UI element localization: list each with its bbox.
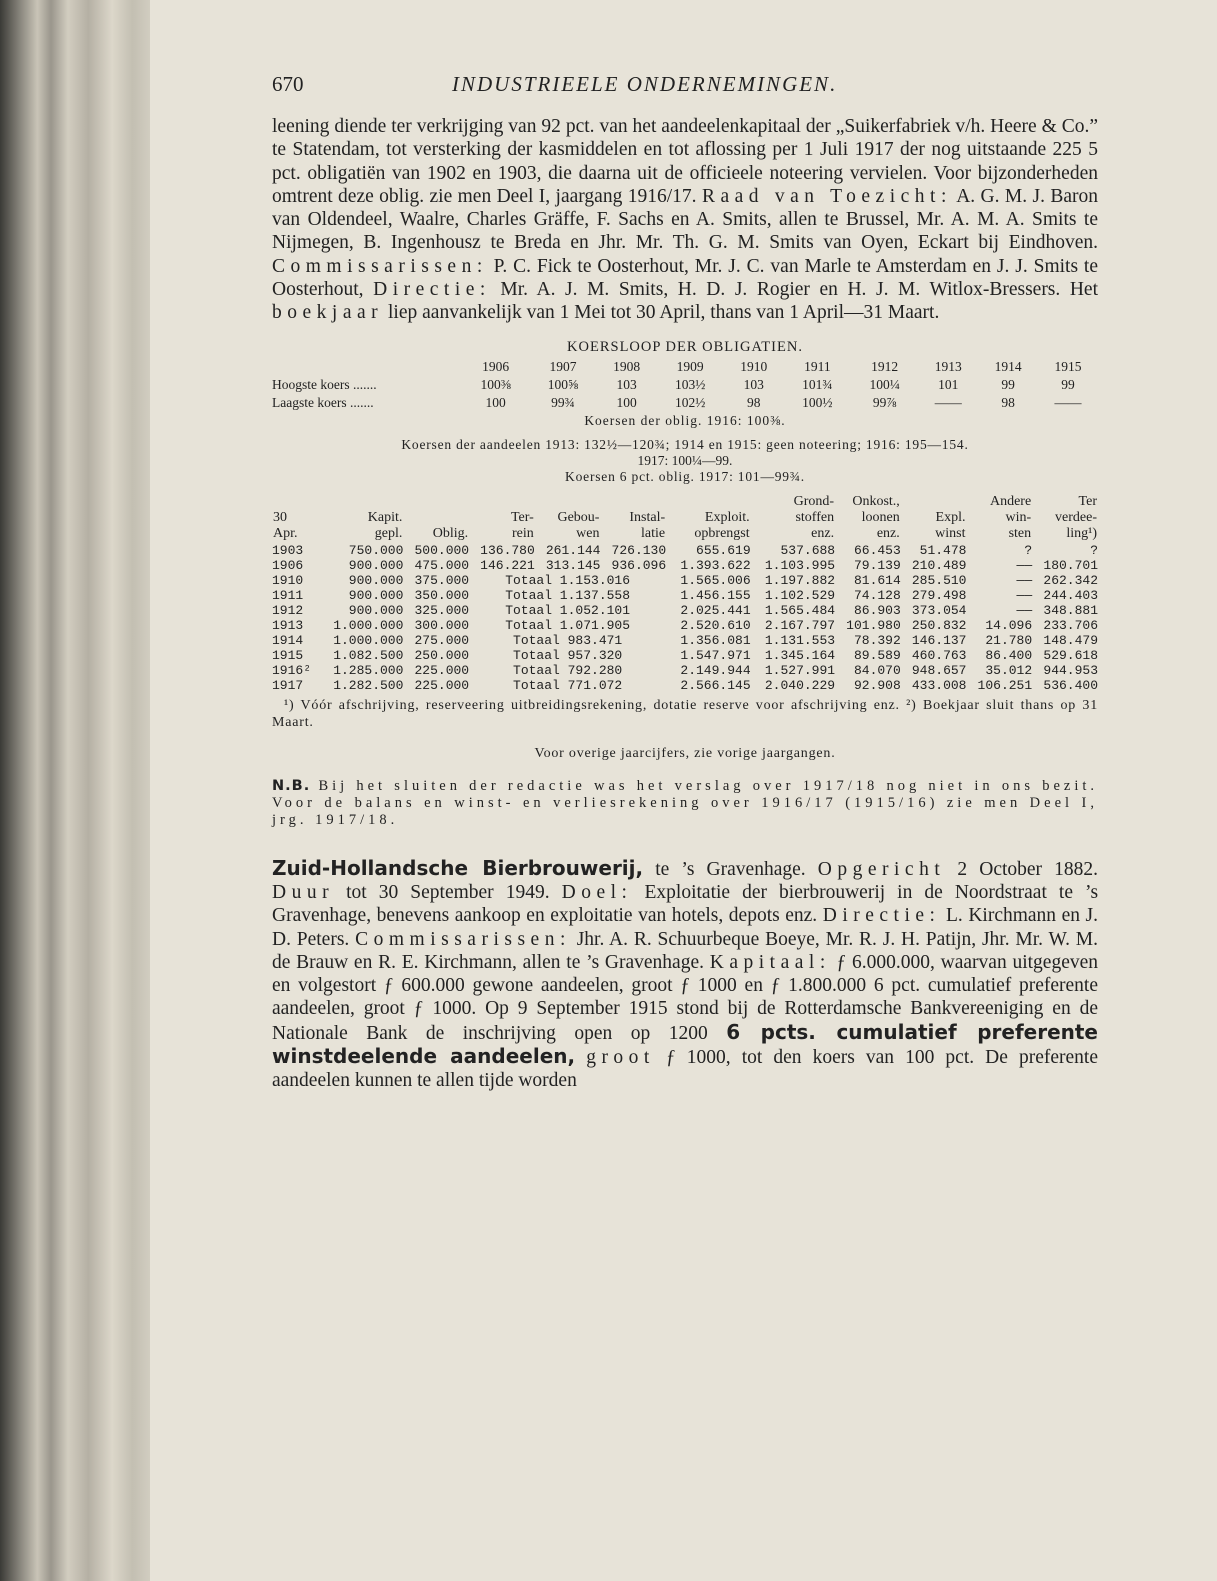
row-label: Hoogste koers ....... (272, 376, 377, 392)
table-cell: 233.706 (1043, 617, 1098, 633)
book-binding (0, 0, 170, 1581)
koers-row (272, 394, 1098, 412)
table-cell: —— (1016, 557, 1033, 573)
table-cell: Totaal 1.153.016 (505, 572, 631, 588)
table-cell: 244.403 (1043, 587, 1098, 603)
koers-value: 100⅜ (480, 376, 511, 392)
table-cell: 21.780 (985, 632, 1033, 648)
year-header: 1907 (549, 358, 577, 374)
table-cell: 529.618 (1043, 647, 1098, 663)
text-segment: ƒ 1000, tot den koers van 100 pct. De preferente aandeelen kunnen te allen tijde worden (272, 1047, 1099, 1092)
table-cell: Totaal 983.471 (513, 632, 623, 648)
table-cell: 35.012 (985, 662, 1033, 678)
nb-label: N.B. (272, 777, 311, 794)
table-cell: 1910 (272, 572, 304, 588)
year-header: 1915 (1054, 358, 1082, 374)
koers-value: 98 (1001, 394, 1015, 410)
table-cell: 1915 (272, 647, 304, 663)
column-header: Grond- stoffen enz. (793, 493, 835, 541)
table-cell: 1.565.484 (764, 602, 836, 618)
table-cell: Totaal 792.280 (513, 662, 623, 678)
column-header: Ter verdee- ling¹) (1055, 493, 1097, 541)
table-cell: —— (1016, 602, 1033, 618)
koers-value: 103 (743, 376, 764, 392)
table-row (272, 633, 1098, 648)
koersloop-table (272, 358, 1098, 412)
table-cell: 81.614 (853, 572, 901, 588)
column-header: Oblig. (432, 525, 469, 541)
year-header: 1912 (871, 358, 899, 374)
table-cell: 900.000 (348, 557, 404, 573)
table-cell: 1.345.164 (764, 647, 836, 663)
table-row (272, 603, 1098, 618)
table-cell: 210.489 (911, 557, 967, 573)
table-cell: 136.780 (480, 542, 535, 558)
table-cell: 726.130 (611, 542, 667, 558)
table-cell: 78.392 (853, 632, 901, 648)
koers-value: 103½ (674, 376, 706, 392)
table-row (272, 648, 1098, 663)
table-cell: Totaal 1.071.905 (505, 617, 631, 633)
koers-value: 98 (747, 394, 761, 410)
table-cell: Totaal 771.072 (513, 677, 623, 693)
table-cell: Totaal 1.137.558 (505, 587, 631, 603)
table-cell: 1911 (272, 587, 304, 603)
table-cell: 1.456.155 (680, 587, 751, 603)
table-cell: 1.000.000 (333, 632, 404, 648)
koers-note-1916: Koersen der oblig. 1916: 100⅜. (584, 412, 786, 428)
koers-value: 99 (1061, 376, 1075, 392)
paragraph-company-details (272, 115, 1098, 325)
table-cell: 1.103.995 (764, 557, 836, 573)
table-cell: 655.619 (696, 542, 751, 558)
table-cell: 285.510 (911, 572, 967, 588)
table-cell: 1917 (272, 677, 304, 693)
table-cell: 433.008 (911, 677, 967, 693)
year-header: 1908 (613, 358, 641, 374)
text-segment: Exploitatie der bierbrouwerij in de Noordstraat te ’s Gravenhage, benevens aankoop en exploitatie van hotels, depots enz. (272, 881, 1099, 927)
table-cell: 275.000 (414, 632, 470, 648)
text-segment: liep aanvankelijk van 1 Mei tot 30 April, thans van 1 April—31 Maart. (388, 302, 940, 324)
table-cell: 325.000 (414, 602, 470, 618)
paragraph-zuid-hollandsche (272, 857, 1098, 1093)
column-header: Instal- latie (629, 509, 666, 541)
table-cell: 89.589 (853, 647, 901, 663)
table-cell: 1.547.971 (680, 647, 751, 663)
table-cell: 475.000 (414, 557, 470, 573)
table-row (272, 663, 1098, 678)
table-cell: 1.356.081 (680, 632, 751, 648)
koers-note-aandeelen: Koersen der aandeelen 1913: 132½—120¾; 1914 en 1915: geen noteering; 1916: 195—154. (401, 436, 969, 452)
koers-value: 102½ (674, 394, 706, 410)
table-cell: 74.128 (853, 587, 901, 603)
label-opgericht: Opgericht (817, 858, 946, 880)
label-boekjaar: boekjaar (272, 302, 384, 324)
table-row (272, 573, 1098, 588)
year-header: 1910 (740, 358, 768, 374)
label-commissarissen: Commissarissen: (355, 928, 571, 950)
koers-value: 101 (938, 376, 959, 392)
koers-value: 100½ (802, 394, 833, 410)
bold-shares-text: 6 pcts. cumulatief preferente winstdeelende aandeelen, (272, 1019, 1098, 1069)
table-cell: 225.000 (414, 662, 470, 678)
table-cell: 375.000 (414, 572, 470, 588)
table-cell: 1.102.529 (764, 587, 836, 603)
company-name: Zuid-Hollandsche Bierbrouwerij, (272, 855, 644, 880)
koers-note-1917: 1917: 100¼—99. (637, 452, 733, 468)
year-header: 1909 (676, 358, 704, 374)
label-directie: Directie: (373, 279, 491, 301)
column-header: Gebou- wen (557, 509, 600, 541)
table-cell: 900.000 (348, 587, 404, 603)
table-cell: 1.000.000 (333, 617, 404, 633)
table-cell: 900.000 (348, 572, 404, 588)
table-cell: 1.393.622 (680, 557, 751, 573)
table-cell: 373.054 (911, 602, 967, 618)
table-cell: Totaal 957.320 (513, 647, 623, 663)
table-cell: —— (1016, 572, 1033, 588)
label-groot: groot (586, 1047, 655, 1069)
page-header (272, 72, 1098, 97)
table-cell: 2.566.145 (680, 677, 751, 693)
column-header: Kapit. gepl. (367, 509, 403, 541)
table-cell: 944.953 (1043, 662, 1098, 678)
label-doel: Doel: (561, 881, 633, 903)
text-segment: leening diende ter verkrijging van 92 pct. van het aandeelenkapitaal der „Suikerfabriek v/h. Heere & Co.” te Statendam, tot versterking der kasmiddelen en tot aflossing per 1 Juli 1917 der nog uitstaande 225 5 pct. obligatiën van 1902 en 1903, die daarna uit de officieele noteering vervielen. Voor bijzonderheden omtrent deze oblig. zie men Deel I, jaargang 1916/17. (272, 116, 1098, 207)
table-cell: 84.070 (853, 662, 901, 678)
table-cell: 106.251 (977, 677, 1033, 693)
table-row (272, 588, 1098, 603)
table-cell: 2.520.610 (680, 617, 751, 633)
table-cell: 948.657 (911, 662, 967, 678)
table-cell: 146.137 (911, 632, 967, 648)
koers-value: 99 (1001, 376, 1015, 392)
table-cell: 936.096 (611, 557, 667, 573)
table-row (272, 558, 1098, 573)
table-cell: 148.479 (1043, 632, 1098, 648)
text-segment: P. C. Fick te Oosterhout, Mr. J. C. van Marle te Amsterdam en J. J. Smits te Oosterhout, (272, 255, 1099, 301)
running-title: INDUSTRIEELE ONDERNEMINGEN. (452, 72, 838, 96)
text-segment: tot 30 September 1949. (346, 881, 550, 903)
table-cell: ? (1024, 542, 1033, 558)
page-number: 670 (272, 72, 304, 96)
table-cell: 1.082.500 (333, 647, 404, 663)
koers-value: 100⅝ (547, 376, 579, 392)
table-cell: 1.565.006 (680, 572, 751, 588)
koers-value: 100 (485, 394, 506, 410)
column-header: Expl. winst (935, 509, 966, 541)
text-segment: te ’s Gravenhage. (655, 858, 806, 880)
table-cell: 250.832 (911, 617, 967, 633)
table-cell: 1906 (272, 557, 304, 573)
table-cell: 66.453 (853, 542, 901, 558)
column-header: Ter- rein (510, 509, 534, 541)
table-cell: 1.527.991 (764, 662, 836, 678)
table-cell: 86.400 (985, 647, 1033, 663)
koers-value: 99¾ (551, 394, 575, 410)
table-row (272, 678, 1098, 693)
label-directie: Directie: (822, 905, 941, 927)
koers-value: 99⅞ (872, 394, 897, 410)
financial-footnote: ¹) Vóór afschrijving, reserveering uitbreidingsrekening, dotatie reserve voor afschrijving enz. ²) Boekjaar sluit thans op 31 Maart. (272, 697, 1098, 730)
table-cell: 537.688 (780, 542, 836, 558)
text-segment: ƒ 6.000.000, waarvan uitgegeven en volgestort ƒ 600.000 gewone aandeelen, groot ƒ 1000 en ƒ 1.800.000 6 pct. cumulatief preferente aandeelen, groot ƒ 1000. Op 9 September 1915 stond bij de Rotterdamsche Bankvereeniging en de Nationale Bank de inschrijving open op 1200 (272, 951, 1099, 1044)
koersloop-title: KOERSLOOP DER OBLIGATIEN. (567, 338, 803, 355)
table-cell: 101.980 (846, 617, 901, 633)
year-header: 1914 (994, 358, 1022, 374)
koers-value: 101¾ (802, 376, 833, 392)
table-cell: 1916² (272, 662, 312, 678)
koers-value: —— (934, 394, 962, 410)
row-label: Laagste koers ....... (272, 394, 374, 410)
table-cell: 79.139 (853, 557, 901, 573)
financial-table (272, 493, 1098, 693)
table-cell: 279.498 (911, 587, 967, 603)
year-header: 1911 (804, 358, 831, 374)
koers-value: 103 (616, 376, 637, 392)
table-cell: 536.400 (1043, 677, 1098, 693)
table-cell: 900.000 (348, 602, 404, 618)
table-cell: 313.145 (545, 557, 601, 573)
year-header: 1906 (482, 358, 510, 374)
table-cell: 1.131.553 (764, 632, 836, 648)
table-cell: 2.025.441 (680, 602, 751, 618)
table-cell: 250.000 (414, 647, 470, 663)
table-cell: 348.881 (1043, 602, 1098, 618)
table-cell: 1913 (272, 617, 304, 633)
text-segment: A. G. M. J. Baron van Oldendeel, Waalre, Charles Gräffe, F. Sachs en A. Smits, allen te Brussel, Mr. A. M. A. Smits te Nijmegen, B. Ingenhousz te Breda en Jhr. Mr. Th. G. M. Smits van Oyen, Eckart bij Eindhoven. (272, 185, 1099, 254)
table-cell: 51.478 (919, 542, 967, 558)
table-cell: 261.144 (545, 542, 601, 558)
table-cell: 1914 (272, 632, 304, 648)
label-raad-van-toezicht: Raad van Toezicht: (701, 185, 952, 207)
table-cell: 1.285.000 (333, 662, 404, 678)
koers-row (272, 376, 1098, 394)
table-cell: 350.000 (414, 587, 470, 603)
table-cell: 1.282.500 (333, 677, 404, 693)
koers-value: 100 (616, 394, 637, 410)
table-cell: Totaal 1.052.101 (505, 602, 631, 618)
table-cell: 262.342 (1043, 572, 1098, 588)
table-row (272, 543, 1098, 558)
nb-note (272, 778, 1098, 829)
table-cell: 92.908 (853, 677, 901, 693)
table-cell: 460.763 (911, 647, 967, 663)
table-row (272, 618, 1098, 633)
label-duur: Duur (272, 881, 335, 903)
table-cell: 1903 (272, 542, 304, 558)
column-header: Andere win- sten (989, 493, 1032, 541)
text-segment: L. Kirchmann en J. D. Peters. (272, 905, 1098, 950)
text-segment: Jhr. A. R. Schuurbeque Boeye, Mr. R. J. H. Patijn, Jhr. Mr. W. M. de Brauw en R. E. Kirchmann, allen te ’s Gravenhage. (272, 928, 1098, 973)
koers-value: —— (1054, 394, 1082, 410)
table-cell: 300.000 (414, 617, 470, 633)
page-content (272, 72, 1098, 1093)
table-cell: 14.096 (985, 617, 1033, 633)
text-segment: Mr. A. J. M. Smits, H. D. J. Rogier en H. J. M. Witlox-Bressers. Het (500, 279, 1099, 301)
koers-note-6pct: Koersen 6 pct. oblig. 1917: 101—99¾. (565, 468, 805, 484)
table-cell: 2.167.797 (764, 617, 836, 633)
koers-value: 100¼ (869, 376, 900, 392)
year-header: 1913 (934, 358, 962, 374)
label-kapitaal: Kapitaal: (709, 951, 831, 973)
table-cell: 86.903 (853, 602, 901, 618)
text-segment: 2 October 1882. (957, 858, 1099, 880)
table-cell: 146.221 (480, 557, 535, 573)
column-header: Exploit. opbrengst (694, 509, 750, 541)
label-commissarissen: Commissarissen: (272, 255, 488, 277)
table-cell: 1.197.882 (764, 572, 836, 588)
table-cell: 2.149.944 (680, 662, 751, 678)
table-cell: 225.000 (414, 677, 470, 693)
table-cell: 500.000 (414, 542, 470, 558)
table-cell: ? (1090, 542, 1098, 558)
table-cell: 180.701 (1043, 557, 1098, 573)
column-header: 30 Apr. (273, 509, 298, 541)
table-cell: 1912 (272, 602, 304, 618)
table-cell: 750.000 (348, 542, 404, 558)
book-page (150, 0, 1217, 1581)
nb-text: Bij het sluiten der redactie was het verslag over 1917/18 nog niet in ons bezit. Voor de balans en winst- en verliesrekening over 1916/17 (1915/16) zie men Deel I, jrg. 1917/18. (272, 777, 1099, 828)
table-cell: 2.040.229 (764, 677, 836, 693)
table-cell: —— (1016, 587, 1033, 603)
overige-jaarcijfers-note: Voor overige jaarcijfers, zie vorige jaargangen. (534, 745, 836, 761)
column-header: Onkost., loonen enz. (852, 493, 900, 541)
